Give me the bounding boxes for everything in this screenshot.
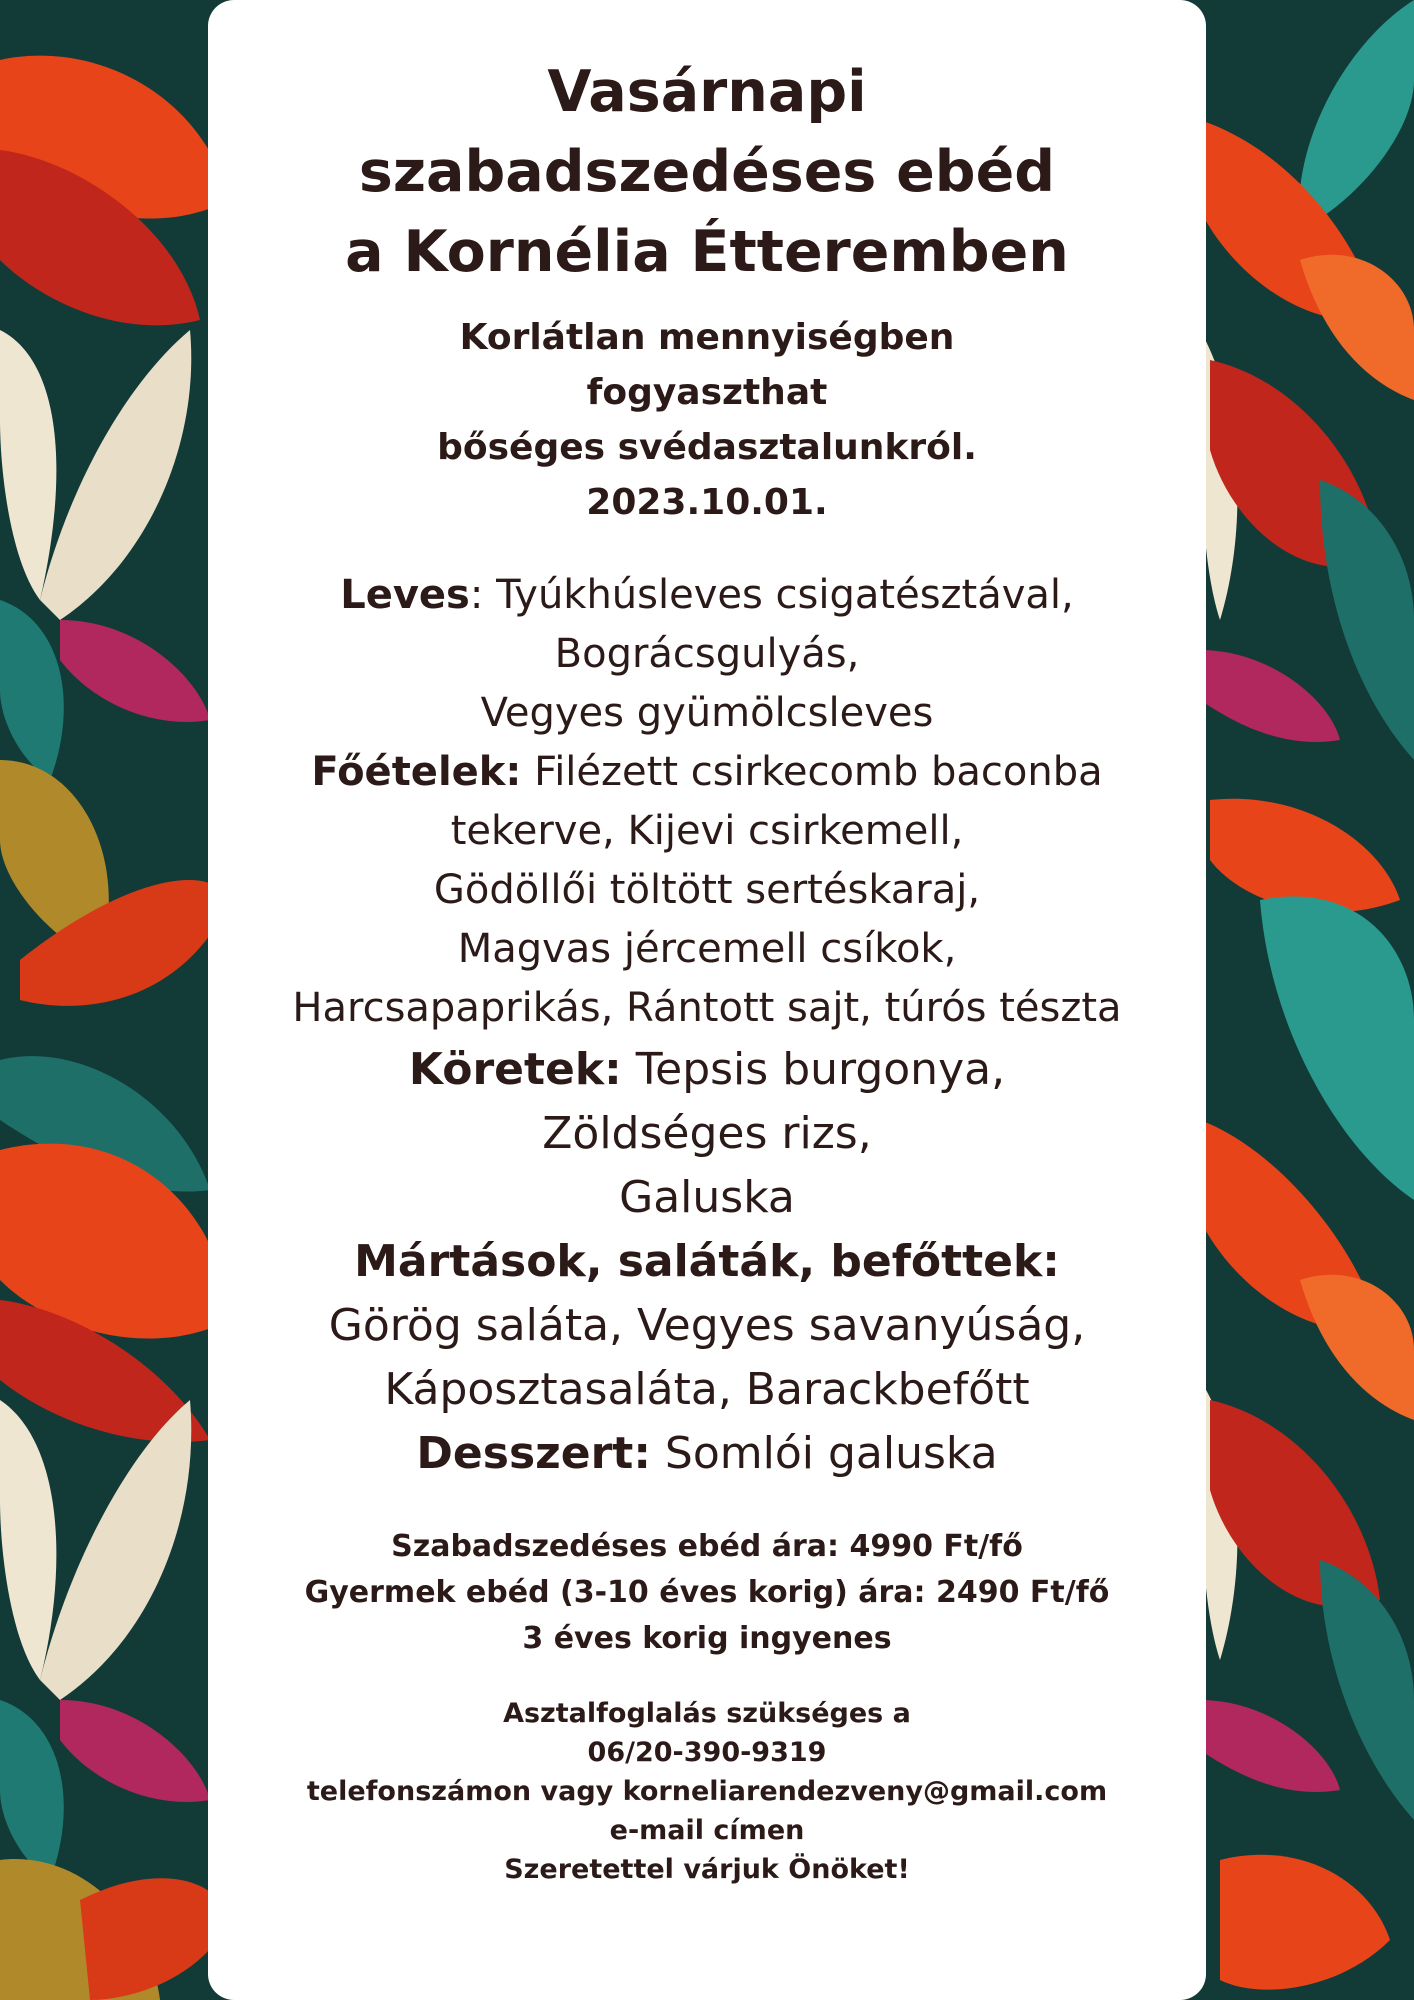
welcome-note: Szeretettel várjuk Önöket! bbox=[504, 1854, 910, 1885]
sides-item: Zöldséges rizs, bbox=[542, 1108, 872, 1159]
mains-item: tekerve, Kijevi csirkemell, bbox=[450, 808, 964, 854]
subtitle-line: bőséges svédasztalunkról. bbox=[437, 427, 977, 468]
soup-line bbox=[258, 566, 1156, 625]
dessert-label: Desszert: bbox=[416, 1428, 651, 1479]
mains-item: Magvas jércemell csíkok, bbox=[457, 926, 957, 972]
title-line: szabadszedéses ebéd bbox=[358, 139, 1056, 205]
sides-item: Tepsis burgonya, bbox=[621, 1044, 1006, 1095]
free-note: 3 éves korig ingyenes bbox=[522, 1621, 892, 1656]
page-title bbox=[258, 52, 1156, 292]
sides-label: Köretek: bbox=[408, 1044, 622, 1095]
mains-item: Harcsapaprikás, Rántott sajt, túrós tészta bbox=[292, 985, 1122, 1031]
reservation-note: Asztalfoglalás szükséges a bbox=[503, 1698, 911, 1729]
title-line: a Kornélia Étteremben bbox=[345, 219, 1069, 285]
adult-price: Szabadszedéses ebéd ára: 4990 Ft/fő bbox=[391, 1529, 1023, 1564]
child-price: Gyermek ebéd (3-10 éves korig) ára: 2490 Ft/fő bbox=[304, 1575, 1110, 1610]
sauces-line bbox=[258, 1230, 1156, 1294]
email-line: telefonszámon vagy korneliarendezveny@gmail.com bbox=[306, 1776, 1108, 1807]
soup-item: Bográcsgulyás, bbox=[554, 631, 860, 677]
sauces-label: Mártások, saláták, befőttek: bbox=[354, 1236, 1060, 1287]
event-date: 2023.10.01. bbox=[586, 482, 828, 523]
title-line: Vasárnapi bbox=[547, 59, 867, 125]
subtitle-block bbox=[258, 310, 1156, 530]
dessert-line bbox=[258, 1422, 1156, 1486]
price-block bbox=[258, 1524, 1156, 1662]
subtitle-line: fogyaszthat bbox=[586, 372, 828, 413]
sauces-item: Görög saláta, Vegyes savanyúság, bbox=[328, 1300, 1086, 1351]
soup-item: : Tyúkhúsleves csigatésztával, bbox=[469, 572, 1074, 618]
soup-item: Vegyes gyümölcsleves bbox=[480, 690, 934, 736]
menu-list bbox=[258, 566, 1156, 1486]
mains-item: Filézett csirkecomb baconba bbox=[521, 749, 1103, 795]
mains-item: Gödöllői töltött sertéskaraj, bbox=[433, 867, 981, 913]
sides-line bbox=[258, 1038, 1156, 1102]
email-suffix: e-mail címen bbox=[609, 1815, 805, 1846]
contact-block bbox=[258, 1694, 1156, 1889]
phone-number: 06/20-390-9319 bbox=[587, 1737, 827, 1768]
sides-item: Galuska bbox=[619, 1172, 795, 1223]
soup-label: Leves bbox=[340, 572, 470, 618]
mains-line bbox=[258, 743, 1156, 802]
menu-card bbox=[208, 0, 1206, 2000]
dessert-item: Somlói galuska bbox=[650, 1428, 998, 1479]
subtitle-line: Korlátlan mennyiségben bbox=[459, 317, 955, 358]
sauces-item: Káposztasaláta, Barackbefőtt bbox=[384, 1364, 1030, 1415]
mains-label: Főételek: bbox=[311, 749, 522, 795]
